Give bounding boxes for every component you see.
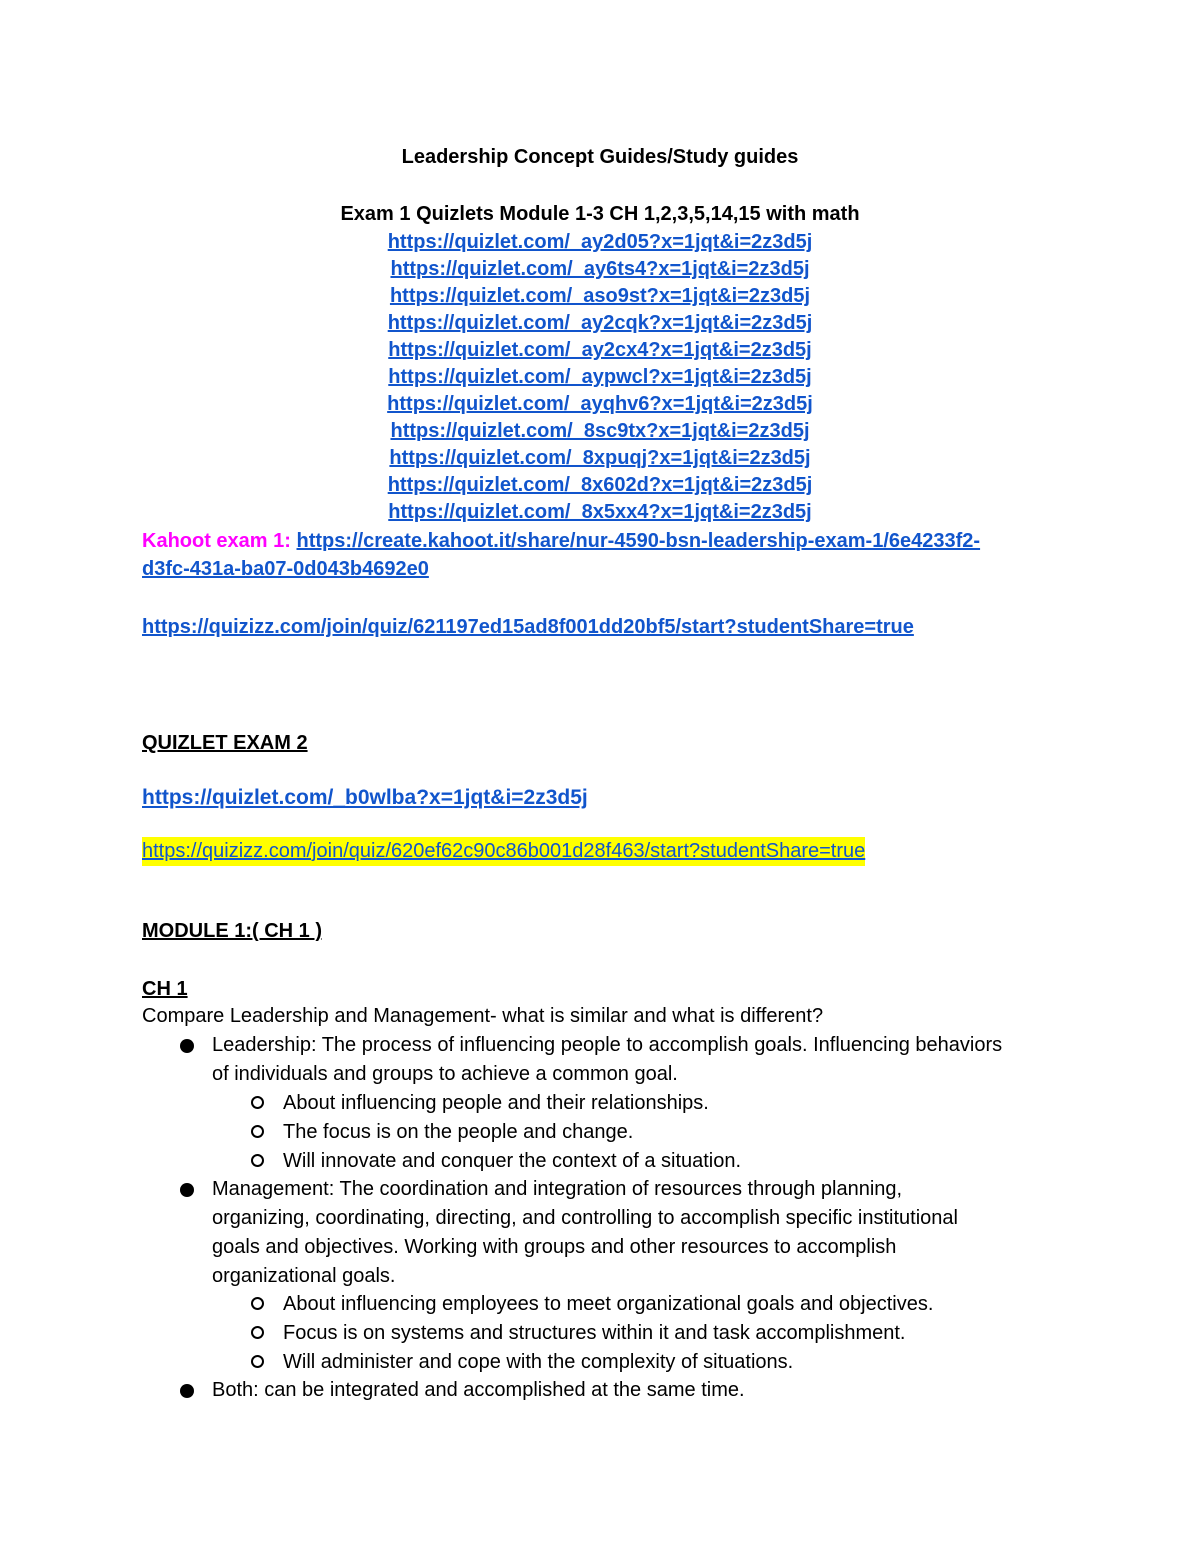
- kahoot-label: Kahoot exam 1:: [142, 530, 291, 552]
- leadership-point: About influencing people and their relationships.: [283, 1092, 709, 1114]
- quizlet-link[interactable]: https://quizlet.com/_ay6ts4?x=1jqt&i=2z3d5j: [390, 258, 810, 280]
- management-definition-cont: organizing, coordinating, directing, and controlling to accomplish specific institutional: [212, 1207, 958, 1229]
- leadership-definition-cont: of individuals and groups to achieve a common goal.: [212, 1063, 678, 1085]
- management-definition-cont: organizational goals.: [212, 1265, 396, 1287]
- kahoot-line: [142, 527, 980, 556]
- quizlet-link[interactable]: https://quizlet.com/_8x602d?x=1jqt&i=2z3d5j: [387, 474, 813, 496]
- quizlet-link[interactable]: https://quizlet.com/_aso9st?x=1jqt&i=2z3d5j: [389, 285, 811, 307]
- sub-bullet-icon: [251, 1096, 264, 1109]
- leadership-definition: Leadership: The process of influencing people to accomplish goals. Influencing behaviors: [212, 1034, 1003, 1056]
- page-title: Leadership Concept Guides/Study guides: [401, 146, 799, 168]
- ch1-question: Compare Leadership and Management- what is similar and what is different?: [142, 1005, 824, 1027]
- quizizz-exam1-link[interactable]: https://quizizz.com/join/quiz/621197ed15ad8f001dd20bf5/start?studentShare=true: [142, 616, 914, 638]
- bullet-icon: [180, 1039, 194, 1053]
- bullet-icon: [180, 1384, 194, 1398]
- bullet-icon: [180, 1183, 194, 1197]
- management-definition-cont: goals and objectives. Working with groups and other resources to accomplish: [212, 1236, 897, 1258]
- quizlet-link[interactable]: https://quizlet.com/_ayqhv6?x=1jqt&i=2z3d5j: [387, 393, 813, 415]
- exam2-heading: QUIZLET EXAM 2: [142, 732, 308, 754]
- quizizz-exam2-link[interactable]: https://quizizz.com/join/quiz/620ef62c90c86b001d28f463/start?studentShare=true: [142, 837, 865, 866]
- leadership-point: The focus is on the people and change.: [283, 1121, 634, 1143]
- exam1-heading: Exam 1 Quizlets Module 1-3 CH 1,2,3,5,14,15 with math: [340, 203, 860, 225]
- management-point: Will administer and cope with the complexity of situations.: [283, 1351, 794, 1373]
- management-point: Focus is on systems and structures within it and task accomplishment.: [283, 1322, 906, 1344]
- quizlet-exam2-link[interactable]: https://quizlet.com/_b0wlba?x=1jqt&i=2z3d5j: [142, 786, 588, 809]
- sub-bullet-icon: [251, 1355, 264, 1368]
- quizlet-link[interactable]: https://quizlet.com/_8xpuqj?x=1jqt&i=2z3d5j: [389, 447, 811, 469]
- both-statement: Both: can be integrated and accomplished at the same time.: [212, 1379, 745, 1401]
- module1-heading: MODULE 1:( CH 1 ): [142, 920, 322, 942]
- kahoot-link-continued[interactable]: d3fc-431a-ba07-0d043b4692e0: [142, 558, 429, 580]
- quizlet-link[interactable]: https://quizlet.com/_aypwcl?x=1jqt&i=2z3d5j: [388, 366, 812, 388]
- management-definition: Management: The coordination and integration of resources through planning,: [212, 1178, 903, 1200]
- leadership-point: Will innovate and conquer the context of a situation.: [283, 1150, 742, 1172]
- sub-bullet-icon: [251, 1297, 264, 1310]
- sub-bullet-icon: [251, 1154, 264, 1167]
- quizlet-link[interactable]: https://quizlet.com/_8x5xx4?x=1jqt&i=2z3d5j: [388, 501, 812, 523]
- quizlet-link[interactable]: https://quizlet.com/_ay2d05?x=1jqt&i=2z3d5j: [387, 231, 813, 253]
- quizlet-link[interactable]: https://quizlet.com/_ay2cx4?x=1jqt&i=2z3d5j: [388, 339, 812, 361]
- quizlet-link[interactable]: https://quizlet.com/_ay2cqk?x=1jqt&i=2z3d5j: [387, 312, 813, 334]
- sub-bullet-icon: [251, 1326, 264, 1339]
- sub-bullet-icon: [251, 1125, 264, 1138]
- quizlet-link[interactable]: https://quizlet.com/_8sc9tx?x=1jqt&i=2z3d5j: [390, 420, 810, 442]
- management-point: About influencing employees to meet organizational goals and objectives.: [283, 1293, 934, 1315]
- ch1-heading: CH 1: [142, 978, 188, 1000]
- kahoot-link[interactable]: https://create.kahoot.it/share/nur-4590-bsn-leadership-exam-1/6e4233f2-: [296, 530, 981, 552]
